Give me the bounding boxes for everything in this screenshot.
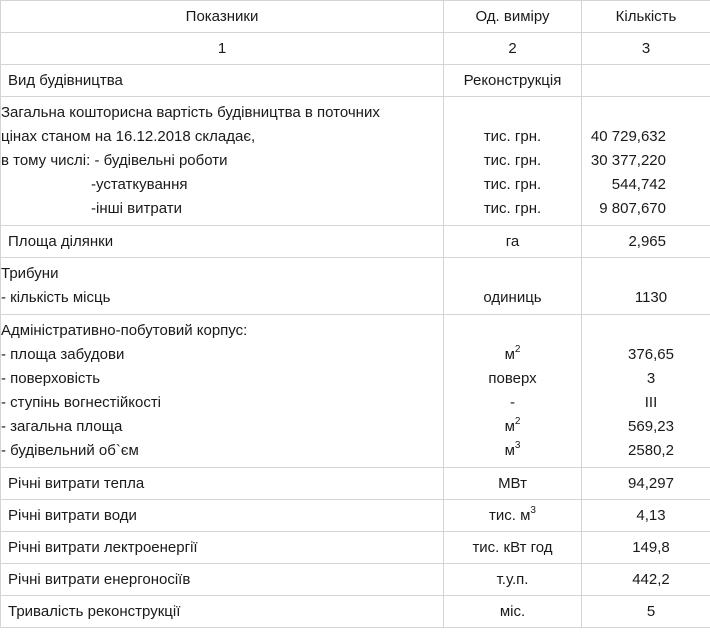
annual-unit: МВт <box>444 468 582 500</box>
column-number-2: 2 <box>444 33 582 65</box>
annual-value: 94,297 <box>582 468 710 500</box>
empty-cell <box>582 65 710 97</box>
cost-line-4: -устаткування <box>91 176 188 193</box>
table-row <box>1 97 710 226</box>
admin-row-value: ІІІ <box>644 394 658 411</box>
stands-labels <box>1 258 444 315</box>
cost-unit-works: тис. грн. <box>483 152 542 169</box>
annual-label: Річні витрати лектроенергії <box>1 532 444 564</box>
admin-row-unit: поверх <box>488 370 537 387</box>
admin-row-label: - будівельний об`єм <box>1 442 139 459</box>
annual-label: Річні витрати енергоносіїв <box>1 564 444 596</box>
site-area-value: 2,965 <box>582 226 710 258</box>
table-row <box>1 596 710 628</box>
cost-unit-equipment: тис. грн. <box>483 176 542 193</box>
annual-value: 5 <box>582 596 710 628</box>
admin-row-value: 376,65 <box>628 346 674 363</box>
admin-row-unit: $м^2$ <box>504 344 521 363</box>
admin-row-label: - ступінь вогнестійкості <box>1 394 162 411</box>
table-row <box>1 226 710 258</box>
cost-line-5: -інші витрати <box>91 200 182 217</box>
construction-type-label: Вид будівництва <box>1 65 444 97</box>
annual-label: Річні витрати тепла <box>1 468 444 500</box>
admin-row-value: 2580,2 <box>628 442 674 459</box>
table-row <box>1 532 710 564</box>
table-row <box>1 65 710 97</box>
site-area-label: Площа ділянки <box>1 226 444 258</box>
cost-units <box>444 97 582 226</box>
cost-works-value: 30 377,220 <box>590 152 666 169</box>
admin-units <box>444 315 582 468</box>
annual-value: 4,13 <box>582 500 710 532</box>
stands-value: 1130 <box>634 289 668 306</box>
table-row <box>1 315 710 468</box>
cost-unit-other: тис. грн. <box>483 200 542 217</box>
construction-type-value: Реконструкція <box>444 65 582 97</box>
stands-values <box>582 258 710 315</box>
annual-unit: тис. $м^3$ <box>444 500 582 532</box>
admin-row-value: 3 <box>646 370 656 387</box>
annual-value: 149,8 <box>582 532 710 564</box>
cost-equipment-value: 544,742 <box>611 176 666 193</box>
cost-total-value: 40 729,632 <box>590 128 666 145</box>
header-row <box>1 1 710 33</box>
header-quantity: Кількість <box>582 1 710 33</box>
stands-seats-label: - кількість місць <box>1 289 111 306</box>
admin-labels <box>1 315 444 468</box>
admin-row-unit: - <box>510 394 515 411</box>
admin-row-unit: $м^3$ <box>504 440 521 459</box>
annual-label: Річні витрати води <box>1 500 444 532</box>
cost-line-2: цінах станом на 16.12.2018 складає, <box>1 128 256 145</box>
stands-unit: одиниць <box>483 289 542 306</box>
column-number-3: 3 <box>582 33 710 65</box>
admin-row-unit: $м^2$ <box>504 416 521 435</box>
site-area-unit: га <box>444 226 582 258</box>
column-number-row <box>1 33 710 65</box>
annual-label: Тривалість реконструкції <box>1 596 444 628</box>
cost-unit-total: тис. грн. <box>483 128 542 145</box>
header-indicators: Показники <box>1 1 444 33</box>
cost-other-value: 9 807,670 <box>599 200 666 217</box>
stands-units <box>444 258 582 315</box>
admin-title: Адміністративно-побутовий корпус: <box>1 322 248 339</box>
admin-values <box>582 315 710 468</box>
cost-values <box>582 97 710 226</box>
table-row <box>1 564 710 596</box>
admin-row-label: - загальна площа <box>1 418 123 435</box>
cost-line-3: в тому числі: - будівельні роботи <box>1 152 228 169</box>
annual-unit: т.у.п. <box>444 564 582 596</box>
admin-row-value: 569,23 <box>628 418 674 435</box>
table-row <box>1 468 710 500</box>
admin-row-label: - поверховість <box>1 370 101 387</box>
cost-labels <box>1 97 444 226</box>
column-number-1: 1 <box>1 33 444 65</box>
annual-unit: міс. <box>444 596 582 628</box>
table-row <box>1 500 710 532</box>
table-row <box>1 258 710 315</box>
header-unit: Од. виміру <box>444 1 582 33</box>
annual-unit: тис. кВт год <box>444 532 582 564</box>
stands-title: Трибуни <box>1 265 59 282</box>
admin-row-label: - площа забудови <box>1 346 125 363</box>
annual-value: 442,2 <box>582 564 710 596</box>
cost-line-1: Загальна кошторисна вартість будівництва в поточних <box>1 104 380 121</box>
